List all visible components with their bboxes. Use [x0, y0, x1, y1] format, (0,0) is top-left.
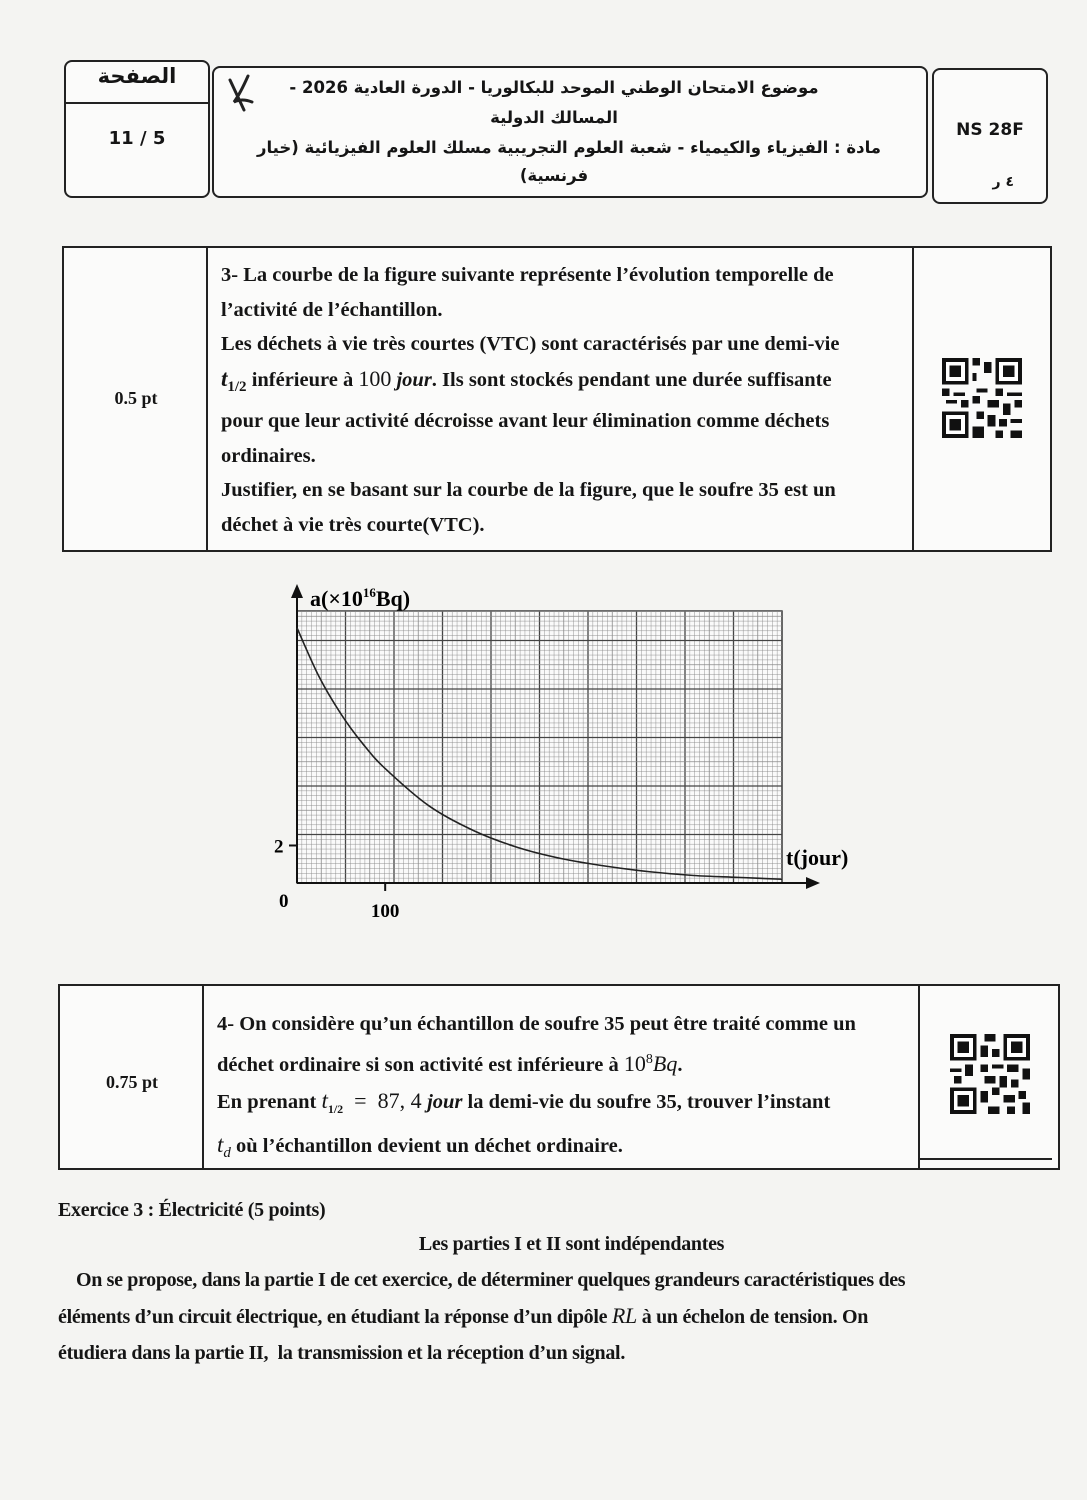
q4-line3-a: En prenant [217, 1090, 322, 1113]
x-tick-label: 100 [370, 901, 400, 922]
exercise-title: Exercice 3 : Électricité (5 points) [58, 1199, 326, 1221]
exam-code-box [932, 68, 1048, 204]
exam-mark: ٤ ر [992, 174, 1014, 190]
q4-line2-base: 10 [623, 1050, 646, 1076]
y-axis-label-exp: 16 [362, 585, 376, 600]
q3-thalf: t [221, 365, 228, 391]
q4-points: 0.75 pt [105, 1072, 158, 1092]
q4-line2-a: déchet ordinaire si son activité est inférieure à [217, 1053, 624, 1076]
q4-line4 [217, 1127, 912, 1171]
q3-line4-a: inférieure à [246, 368, 359, 391]
q4-points-cell [60, 986, 204, 1168]
exercise-intro-line3: étudiera dans la partie II, la transmission et la réception d’un signal. [58, 1342, 626, 1364]
q4-line2-b: . [677, 1053, 683, 1076]
q4-line2-exp: 8 [645, 1052, 653, 1067]
q4-line2 [217, 1042, 912, 1083]
x-axis-label: t(jour) [786, 845, 849, 870]
q3-line5: pour que leur activité décroisse avant leur élimination comme déchets [221, 410, 830, 433]
page-number-box [64, 60, 210, 198]
activity-chart-svg [250, 578, 890, 938]
q3-points-cell [64, 248, 208, 550]
q3-line7: Justifier, en se basant sur la courbe de la figure, que le soufre 35 est un [221, 479, 836, 502]
exercise-intro-line1: On se propose, dans la partie I de cet exercice, de déterminer quelques grandeurs caractéristiques des [76, 1269, 906, 1291]
page-label: الصفحة [97, 64, 177, 88]
q4-text [217, 1006, 912, 1171]
q3-line4-b: . Ils sont stockés pendant une durée suffisante [431, 368, 832, 391]
y-axis-label [310, 585, 410, 611]
exercise-intro-line2 [58, 1298, 1068, 1335]
q4-line3 [217, 1083, 912, 1127]
q3-line4 [221, 362, 905, 405]
y-axis-arrow-icon [291, 584, 303, 598]
q3-line2: l’activité de l’échantillon. [221, 298, 443, 321]
q4-line2-unit: Bq [652, 1050, 678, 1076]
x-axis-arrow-icon [806, 877, 820, 889]
activity-chart [250, 578, 890, 938]
q3-line8: déchet à vie très courte(VTC). [221, 513, 485, 536]
exam-title-box [212, 66, 928, 198]
q4-qr-cell [918, 986, 1058, 1168]
exam-title-line4: فرنسية) [519, 166, 589, 185]
question-3-table [62, 246, 1052, 552]
y-tick-label: 2 [274, 836, 284, 858]
exam-title-line1: موضوع الامتحان الوطني الموحد للبكالوريا - الدورة العادية 2026 - [289, 78, 819, 97]
q3-qr-cell [912, 248, 1050, 550]
y-axis-label-suffix: Bq) [375, 586, 411, 611]
q3-text [221, 258, 905, 542]
q4-td-sub: d [223, 1145, 231, 1162]
exercise-intro-line2-a: éléments d’un circuit électrique, en étudiant la réponse d’un dipôle [58, 1306, 612, 1328]
page-number: 11 / 5 [108, 128, 166, 149]
q3-line3: Les déchets à vie très courtes (VTC) sont caractérisés par une demi-vie [221, 333, 840, 355]
exam-code: NS 28F [956, 120, 1024, 140]
q3-line1: 3- La courbe de la figure suivante représente l’évolution temporelle de [221, 264, 834, 286]
qr-code-icon [950, 1034, 1030, 1114]
q4-td: t [217, 1131, 224, 1157]
exam-title-line3: مادة : الفيزياء والكيمياء - شعبة العلوم التجريبية مسلك العلوم الفيزيائية (خيار [256, 138, 882, 157]
q4-thalf-sub: 1/2 [327, 1101, 344, 1116]
q3-points: 0.5 pt [114, 388, 158, 408]
q4-line3-eq: = 87, 4 [343, 1087, 428, 1113]
chart-grid [297, 611, 782, 883]
q4-thalf: t [321, 1087, 328, 1113]
exam-title-line2: المسالك الدولية [490, 108, 618, 127]
exercise-intro [58, 1262, 1068, 1371]
q3-line4-val: 100 [358, 365, 392, 391]
qr-code-icon [942, 358, 1022, 438]
q3-line4-unit: jour [396, 368, 432, 391]
y-axis-label-prefix: a(×10 [310, 586, 363, 611]
q4-line3-b: la demi-vie du soufre 35, trouver l’instant [462, 1090, 831, 1113]
page-label-divider [66, 102, 208, 104]
exercise-intro-line2-b: à un échelon de tension. On [637, 1306, 869, 1328]
exercise-intro-rl: RL [611, 1303, 637, 1328]
question-4-table [58, 984, 1060, 1170]
q3-thalf-sub: 1/2 [227, 378, 247, 395]
q4-line1: 4- On considère qu’un échantillon de soufre 35 peut être traité comme un [217, 1013, 856, 1035]
origin-label: 0 [279, 891, 289, 912]
q3-line6: ordinaires. [221, 444, 316, 467]
q4-line3-unit: jour [427, 1090, 463, 1113]
q4-underline [918, 1158, 1052, 1160]
q4-line4: où l’échantillon devient un déchet ordinaire. [230, 1134, 623, 1157]
exercise-subtitle: Les parties I et II sont indépendantes [418, 1233, 725, 1255]
